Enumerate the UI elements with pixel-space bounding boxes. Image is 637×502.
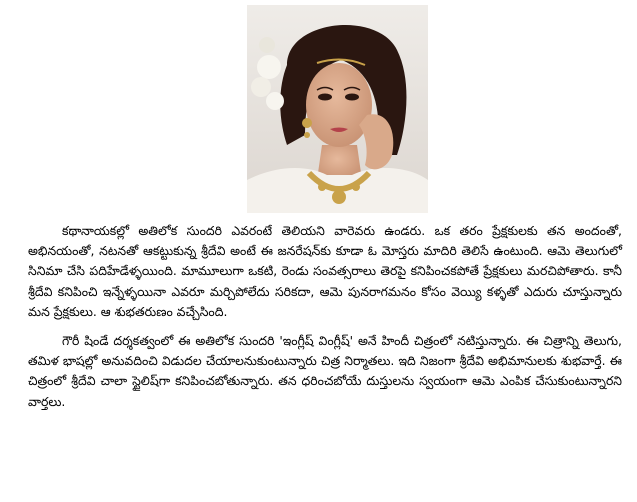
article-paragraph-1: కథానాయకల్లో అతిలోక సుందరి ఎవరంటే తెలియని వారెవరు ఉండరు. ఒక తరం ప్రేక్షకులకు తన అందంతో, అభినయంతో, నటనతో ఆకట్టుకున్న శ్రీదేవి అంటే ఈ జనరేషన్‌కు కూడా ఓ మోస్తరు మాదిరి తెలిసే ఉంటుంది. ఆమె తెలుగులో సినిమా చేసి పదిహేడేళ్ళయింది. మామూలుగా ఒకటి, రెండు సంవత్సరాలు తెరపై కనిపించకపోతే ప్రేక్షకులు మరచిపోతారు. కానీ శ్రీదేవి కనిపించి ఇన్నేళ్ళయినా ఎవరూ మర్చిపోలేదు సరికదా, ఆమె పునరాగమనం కోసం వెయ్యి కళ్ళతో ఎదురు చూస్తున్నారు మన ప్రేక్షకులు. ఆ శుభతరుణం వచ్చేసింది.: [28, 223, 622, 319]
portrait-illustration: [247, 5, 428, 213]
article-body: [28, 221, 622, 412]
article-paragraph-2: గౌరీ షిండే దర్శకత్వంలో ఈ అతిలోక సుందరి 'ఇంగ్లీష్ వింగ్లీష్' అనే హిందీ చిత్రంలో నటిస్తున్నారు. ఈ చిత్రాన్ని తెలుగు, తమిళ భాషల్లో అనువదించి విడుదల చేయాలనుకుంటున్నారు చిత్ర నిర్మాతలు. ఇది నిజంగా శ్రీదేవి అభిమానులకు శుభవార్తే. ఈ చిత్రంలో శ్రీదేవి చాలా స్టైలిష్‌గా కనిపించబోతున్నారు. తన ధరించబోయే దుస్తులను స్వయంగా ఆమె ఎంపిక చేసుకుంటున్నారని వార్తలు.: [28, 333, 622, 409]
portrait-photo: [247, 5, 428, 213]
